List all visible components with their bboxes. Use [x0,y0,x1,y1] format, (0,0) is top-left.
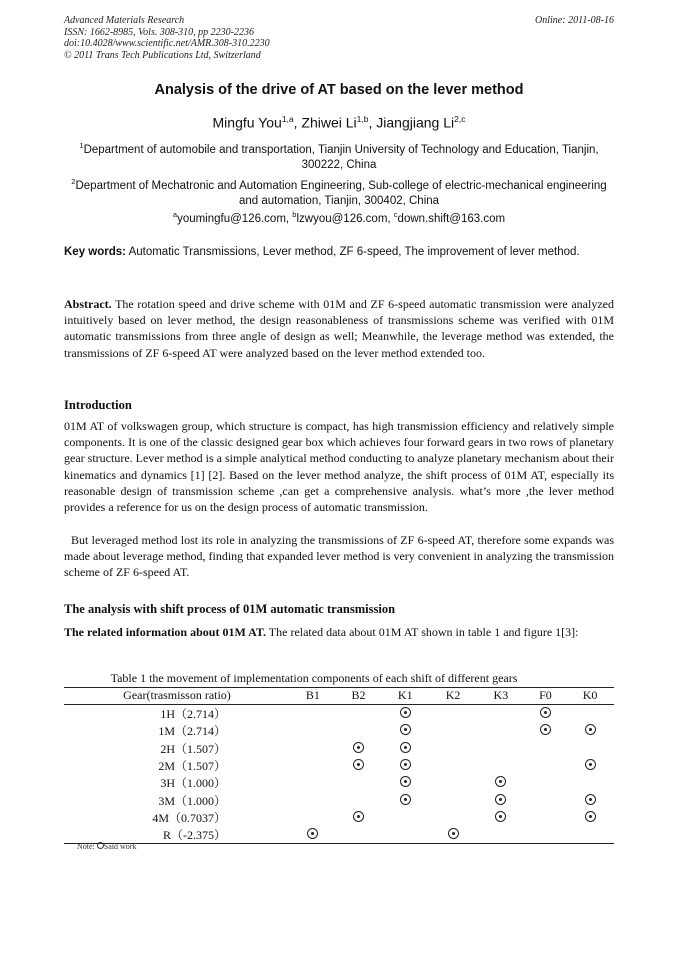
table-row [64,826,614,844]
column-header: K1 [381,688,429,705]
component-cell [477,722,525,739]
online-date: Online: 2011-08-16 [535,15,614,26]
engaged-dot-icon [400,794,411,805]
author-name: Zhiwei Li [301,114,357,131]
doi-line[interactable]: doi:10.4028/www.scientific.net/AMR.308-310.2230 [64,38,270,49]
affiliation-2 [64,174,614,210]
author-name: Jiangjiang Li [376,114,455,131]
component-cell [566,722,614,739]
gear-cell: 2M（1.507） [158,759,226,774]
abstract-text: The rotation speed and drive scheme with 01M and ZF 6-speed automatic transmission were analyzed intuitively based on lever method, the design reasonableness of transmissions scheme was verified with 01M automatic transmissions from three angle of design as well; Meanwhile, the leverage method was extended, the transmissions of ZF 6-speed AT were analyzed based on the lever method extended too. [64,297,614,360]
author-sup: 1,a [281,114,294,124]
engaged-dot-icon [400,724,411,735]
affiliation-text: Department of Mechatronic and Automation Engineering, Sub-college of electric-mechanical engineering and automation, Tianjin, 300402, China [75,179,607,208]
column-header: B2 [336,688,382,705]
column-header: K0 [566,688,614,705]
note-prefix: Note: [77,842,95,851]
component-cell [290,791,336,808]
gear-table-block [64,671,614,844]
paper-title: Analysis of the drive of AT based on the lever method [154,82,524,98]
engaged-dot-icon [448,828,459,839]
component-cell [429,705,477,723]
email-address[interactable]: youmingfu@126.com [177,212,286,225]
component-cell [381,705,429,723]
affiliation-sup: 1 [79,141,84,150]
engaged-dot-icon [400,707,411,718]
component-cell [381,791,429,808]
component-cell [290,774,336,791]
component-cell [566,774,614,791]
column-header: K3 [477,688,525,705]
component-cell [381,722,429,739]
component-cell [336,740,382,757]
engaged-dot-icon [585,794,596,805]
engaged-dot-icon [495,776,506,787]
component-cell [290,740,336,757]
component-cell [525,705,566,723]
issn-line: ISSN: 1662-8985, Vols. 308-310, pp 2230-2236 [64,26,254,38]
affiliation-sup: 2 [71,177,76,186]
gear-table [64,687,614,844]
component-cell [477,826,525,844]
table-row [64,774,614,791]
column-header: Gear(trasmisson ratio) [64,688,290,705]
gear-cell: 4M（0.7037） [152,810,226,825]
email-address[interactable]: lzwyou@126.com [296,212,388,225]
email-sup: a [172,210,178,219]
table-body [64,705,614,844]
engaged-dot-icon [400,742,411,753]
affiliation-1 [64,138,614,174]
engaged-dot-icon [585,759,596,770]
component-cell [525,722,566,739]
keywords-label: Key words: [64,246,126,258]
engaged-dot-icon [353,742,364,753]
column-header: K2 [429,688,477,705]
table-row [64,722,614,739]
component-cell [429,722,477,739]
component-cell [429,774,477,791]
component-cell [566,757,614,774]
component-cell [290,826,336,844]
component-cell [290,722,336,739]
work-dot-icon [97,842,104,849]
table-row [64,809,614,826]
abstract [64,296,614,361]
email-address[interactable]: down.shift@163.com [397,212,506,225]
affiliation-text: Department of automobile and transportation, Tianjin University of Technology and Education, Tianjin, 300222, China [83,143,599,172]
related-info-label: The related information about 01M AT. [64,625,266,639]
component-cell [566,791,614,808]
component-cell [336,705,382,723]
component-cell [336,774,382,791]
table-header-row [64,688,614,705]
author-sup: 2,c [454,114,466,124]
email-sup: c [393,210,398,219]
author-sup: 1,b [356,114,369,124]
column-header: B1 [290,688,336,705]
component-cell [566,826,614,844]
component-cell [290,705,336,723]
component-cell [477,809,525,826]
table-row [64,757,614,774]
table-row [64,791,614,808]
author-name: Mingfu You [212,114,282,131]
component-cell [429,809,477,826]
gear-cell: 1H（2.714） [160,707,226,722]
introduction-paragraph-1: 01M AT of volkswagen group, which structure is compact, has high transmission efficiency and relatively simple components. It is one of the classic designed gear box which achieves four forward gears in two rows of planetary gear structure. Lever method is a simple analytical method conducting to analyze planetary mechanism about their kinematics and dynamics [1] [2]. Based on the lever method analyze, the shift process of 01M AT, especially its reasonable design of transmission scheme ,can get a comprehensive analysis. what’s more ,the lever method provides a reference for us on the design process of automatic transmission. [64,419,614,515]
engaged-dot-icon [540,724,551,735]
engaged-dot-icon [585,724,596,735]
component-cell [566,740,614,757]
component-cell [381,809,429,826]
component-cell [566,705,614,723]
component-cell [525,791,566,808]
section-heading: The analysis with shift process of 01M automatic transmission [64,602,396,616]
component-cell [429,757,477,774]
keywords [64,245,614,261]
engaged-dot-icon [540,707,551,718]
component-cell [525,740,566,757]
introduction-heading: Introduction [64,398,132,412]
component-cell [566,809,614,826]
engaged-dot-icon [400,759,411,770]
keywords-text: Automatic Transmissions, Lever method, ZF 6-speed, The improvement of lever method. [128,246,580,258]
table-row [64,740,614,757]
engaged-dot-icon [495,794,506,805]
component-cell [336,757,382,774]
component-cell [525,826,566,844]
abstract-label: Abstract. [64,297,112,311]
component-cell [336,826,382,844]
component-cell [477,740,525,757]
component-cell [336,791,382,808]
gear-cell: R（-2.375） [64,826,290,844]
email-list: $^a$youmingfu@126.com, $^b$lzwyou@126.com, $^c$down.shift@163.com [172,210,506,225]
email-sup: b [292,210,297,219]
engaged-dot-icon [353,811,364,822]
component-cell [290,757,336,774]
gear-cell: 2H（1.507） [160,741,226,756]
component-cell [477,757,525,774]
component-cell [525,774,566,791]
component-cell [525,809,566,826]
component-cell [429,791,477,808]
table-row [64,705,614,723]
component-cell [477,791,525,808]
gear-cell: 3M（1.000） [158,793,226,808]
engaged-dot-icon [307,828,318,839]
introduction-paragraph-2: But leveraged method lost its role in analyzing the transmissions of ZF 6-speed AT, therefore some expands was made about leverage method, finding that expanded lever method is very convenient in analyzing the transmission scheme of ZF 6-speed AT. [64,533,614,580]
component-cell [336,722,382,739]
component-cell [381,757,429,774]
column-header: F0 [525,688,566,705]
component-cell [429,826,477,844]
gear-cell: 1M（2.714） [158,724,226,739]
note-text: Said work [103,842,137,851]
engaged-dot-icon [585,811,596,822]
journal-header [64,15,270,61]
engaged-dot-icon [400,776,411,787]
gear-cell: 3H（1.000） [160,776,226,791]
related-info-text: The related data about 01M AT shown in table 1 and figure 1[3]: [268,625,579,639]
table-caption: Table 1 the movement of implementation components of each shift of different gears [110,671,518,685]
author-list: Mingfu You$^{1,a}$, Zhiwei Li$^{1,b}$, Jiangjiang Li$^{2,c}$ [212,114,466,131]
component-cell [477,774,525,791]
component-cell [290,809,336,826]
component-cell [525,757,566,774]
component-cell [336,809,382,826]
component-cell [381,740,429,757]
engaged-dot-icon [353,759,364,770]
component-cell [429,740,477,757]
journal-name: Advanced Materials Research [64,15,185,26]
engaged-dot-icon [495,811,506,822]
related-info-paragraph [64,624,614,640]
component-cell [381,826,429,844]
copyright-line: © 2011 Trans Tech Publications Ltd, Switzerland [64,49,261,61]
component-cell [381,774,429,791]
table-note [77,842,136,851]
component-cell [477,705,525,723]
